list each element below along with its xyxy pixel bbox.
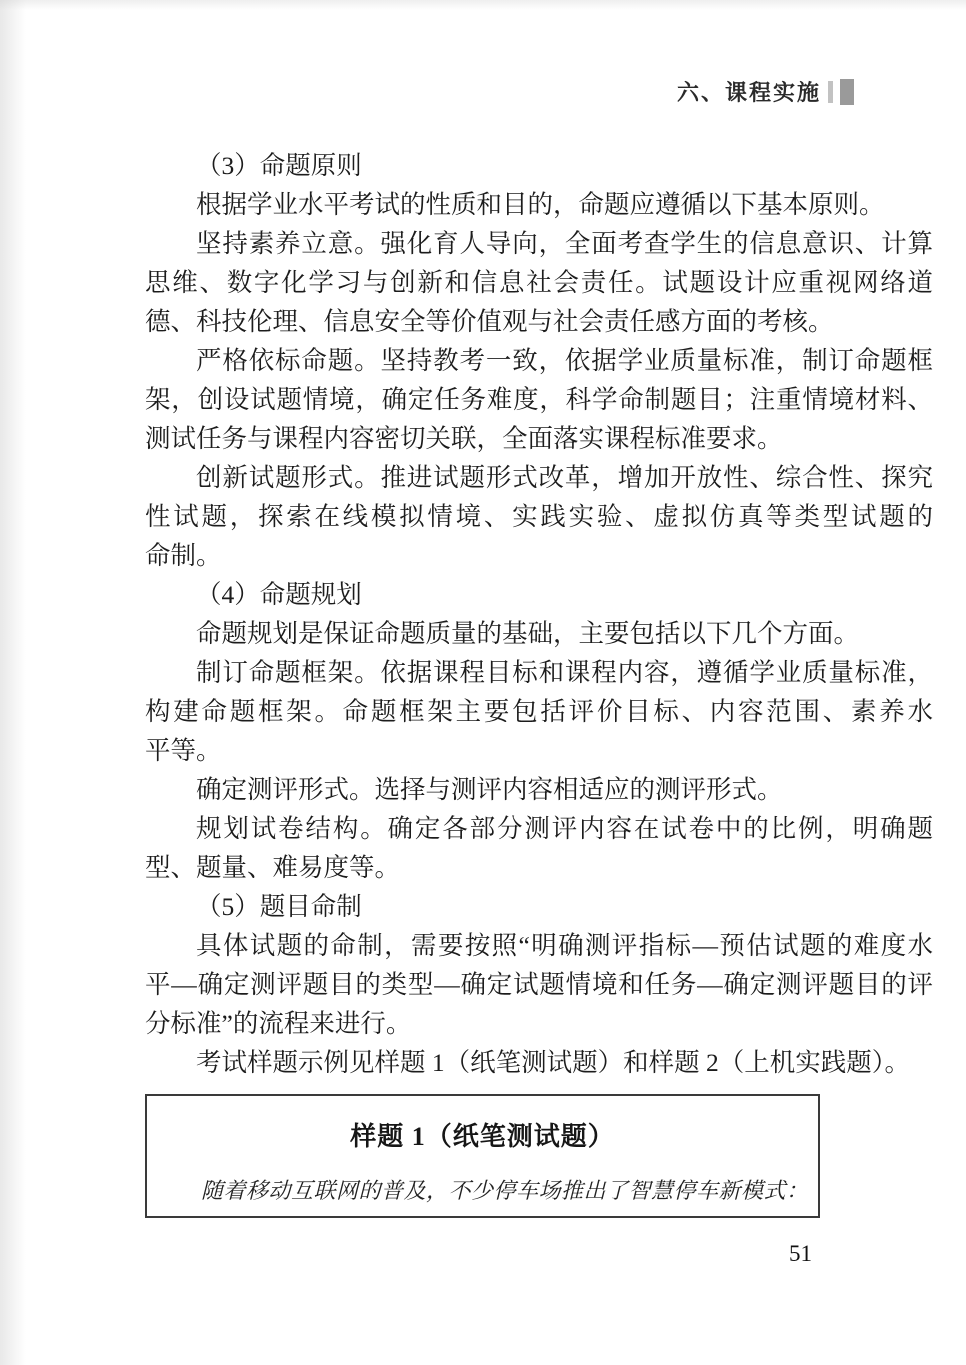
running-header (677, 76, 854, 107)
heading-item-3: （3）命题原则 (196, 151, 362, 180)
paragraph-line: 架，创设试题情境，确定任务难度，科学命制题目；注重情境材料、 (145, 385, 933, 414)
paragraph-line: 德、科技伦理、信息安全等价值观与社会责任感方面的考核。 (145, 307, 834, 336)
paragraph-line: 平等。 (145, 736, 222, 765)
paragraph-line: 确定测评形式。选择与测评内容相适应的测评形式。 (196, 775, 783, 804)
sample-box-title: 样题 1（纸笔测试题） (350, 1122, 615, 1151)
page-number: 51 (789, 1241, 812, 1266)
paragraph-line: 平—确定测评题目的类型—确定试题情境和任务—确定测评题目的评 (145, 970, 933, 999)
paragraph-line: 考试样题示例见样题 1（纸笔测试题）和样题 2（上机实践题）。 (196, 1048, 911, 1077)
paragraph-line: 命制。 (145, 541, 222, 570)
paragraph-line: 测试任务与课程内容密切关联，全面落实课程标准要求。 (145, 424, 783, 453)
paragraph-line: 具体试题的命制，需要按照“明确测评指标—预估试题的难度水 (196, 931, 933, 960)
section-title: 六、课程实施 (676, 80, 821, 105)
paragraph-line: 创新试题形式。推进试题形式改革，增加开放性、综合性、探究 (196, 463, 933, 492)
document-body (145, 146, 933, 1082)
header-marker-thin-bar (828, 81, 833, 103)
heading-item-4: （4）命题规划 (196, 580, 362, 609)
sample-question-box (145, 1094, 820, 1218)
paragraph-line: 思维、数字化学习与创新和信息社会责任。试题设计应重视网络道 (145, 268, 933, 297)
paragraph-line: 严格依标命题。坚持教考一致，依据学业质量标准，制订命题框 (196, 346, 933, 375)
paragraph-line: 坚持素养立意。强化育人导向，全面考查学生的信息意识、计算 (196, 229, 933, 258)
paragraph-line: 根据学业水平考试的性质和目的，命题应遵循以下基本原则。 (196, 190, 885, 219)
paragraph-line: 规划试卷结构。确定各部分测评内容在试卷中的比例，明确题 (196, 814, 933, 843)
paragraph-line: 分标准”的流程来进行。 (145, 1009, 412, 1038)
header-marker-thick-bar (840, 79, 854, 105)
scan-shadow-top (0, 0, 966, 10)
paragraph-line: 型、题量、难易度等。 (145, 853, 401, 882)
sample-box-body-line: 随着移动互联网的普及，不少停车场推出了智慧停车新模式： (201, 1179, 808, 1204)
heading-item-5: （5）题目命制 (196, 892, 362, 921)
paragraph-line: 构建命题框架。命题框架主要包括评价目标、内容范围、素养水 (145, 697, 933, 726)
paragraph-line: 命题规划是保证命题质量的基础，主要包括以下几个方面。 (196, 619, 860, 648)
paragraph-line: 性试题，探索在线模拟情境、实践实验、虚拟仿真等类型试题的 (145, 502, 933, 531)
scan-shadow-left (0, 0, 26, 1365)
paragraph-line: 制订命题框架。依据课程目标和课程内容，遵循学业质量标准， (196, 658, 933, 687)
